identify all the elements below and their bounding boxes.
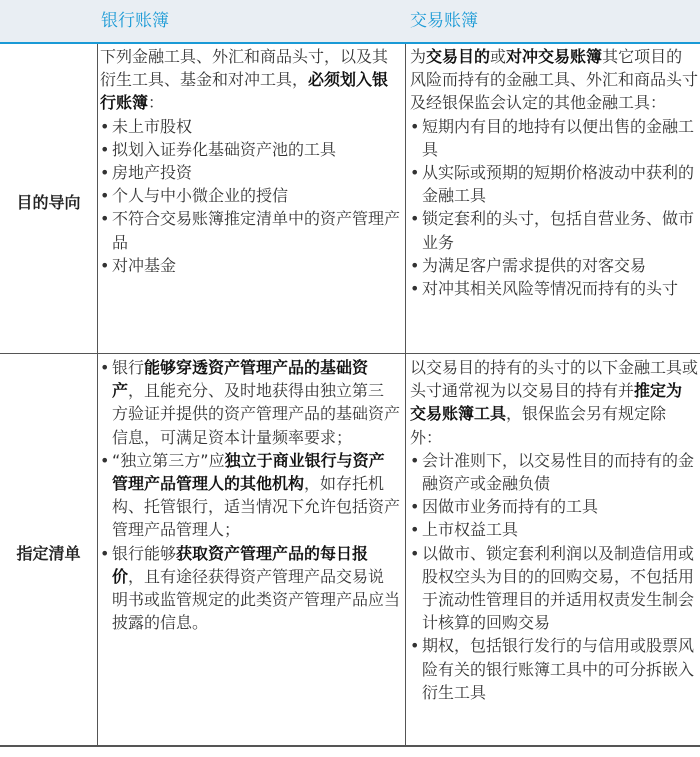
item-text: 银行 — [112, 358, 145, 377]
list-item — [100, 356, 400, 449]
intro-text: 以交易目的持有的头寸的以下金融工具或头寸通常视为以交易目的持有并 — [410, 358, 699, 401]
banking-list-cell — [100, 356, 400, 634]
intro-bold-text: 对冲交易账簿 — [506, 47, 603, 66]
item-text: ，且有途径获得资产管理产品交易说明书或监管规定的此类资产管理产品应当披露的信息。 — [112, 566, 401, 633]
intro-bold-text: 必须划入银行账簿 — [100, 70, 389, 113]
trading-purpose-cell — [410, 45, 698, 300]
banking-purpose-intro — [100, 45, 400, 115]
list-item: • 个人与中小微企业的授信 — [100, 184, 400, 207]
list-item: • 会计准则下，以交易性目的而持有的金融资产或金融负债 — [410, 449, 698, 495]
row-label-purpose: 目的导向 — [16, 193, 81, 212]
list-item: • 拟划入证券化基础资产池的工具 — [100, 138, 400, 161]
list-item: • 锁定套利的头寸，包括自营业务、做市业务 — [410, 207, 698, 253]
row-label-designated-list: 指定清单 — [16, 544, 81, 563]
intro-bold-text: 推定为交易账簿工具 — [410, 381, 683, 424]
intro-text: ，银保监会另有规定除外： — [410, 404, 667, 447]
list-item: • 不符合交易账簿推定清单中的资产管理产品 — [100, 207, 400, 253]
intro-text: 为 — [410, 47, 427, 66]
list-item: • 期权，包括银行发行的与信用或股票风险有关的银行账簿工具中的可分拆嵌入衍生工具 — [410, 634, 698, 704]
item-text: 银行能够 — [112, 543, 177, 563]
item-text: “独立第三方”应 — [112, 450, 225, 470]
list-item: • 对冲其相关风险等情况而持有的头寸 — [410, 277, 698, 300]
column-divider — [97, 44, 98, 746]
item-text: ，且能充分、及时地获得由独立第三方验证并提供的资产管理产品的基础资产信息，可满足资本计量频率要求； — [112, 381, 401, 447]
list-item: • 上市权益工具 — [410, 518, 698, 541]
list-item — [100, 449, 400, 542]
column-divider — [405, 44, 406, 746]
intro-text: 下列金融工具、外汇和商品头寸，以及其衍生工具、基金和对冲工具， — [100, 47, 389, 90]
trading-purpose-intro — [410, 45, 698, 115]
item-bold-text: 获取资产管理产品的每日报价 — [112, 543, 369, 586]
banking-purpose-cell — [100, 45, 400, 277]
header-banking-book: 银行账簿 — [101, 11, 169, 31]
intro-end-text: ： — [148, 93, 165, 113]
header-trading-book: 交易账簿 — [410, 11, 478, 31]
list-item: • 短期内有目的地持有以便出售的金融工具 — [410, 115, 698, 161]
item-bold-text: 独立于商业银行与资产管理产品管理人的其他机构 — [112, 450, 385, 494]
list-item: • 为满足客户需求提供的对客交易 — [410, 254, 698, 277]
list-item: • 房地产投资 — [100, 161, 400, 184]
list-item: • 从实际或预期的短期价格波动中获利的金融工具 — [410, 161, 698, 207]
table-header-row — [0, 0, 700, 44]
intro-text: 或 — [490, 47, 507, 66]
intro-bold-text: 交易目的 — [426, 47, 491, 66]
trading-list-cell — [410, 356, 698, 704]
item-bold-text: 能够穿透资产管理产品的基础资产 — [112, 358, 369, 401]
trading-list-intro — [410, 356, 698, 449]
list-item: • 以做市、锁定套利利润以及制造信用或股权空头为目的的回购交易，不包括用于流动性管理目的并适用权责发生制会计核算的回购交易 — [410, 542, 698, 635]
table-bottom-border — [0, 745, 700, 747]
list-item: • 未上市股权 — [100, 115, 400, 138]
list-item: • 因做市业务而持有的工具 — [410, 495, 698, 518]
list-item: • 对冲基金 — [100, 254, 400, 277]
item-text: ，如存托机构、托管银行，适当情况下允许包括资产管理产品管理人； — [112, 474, 401, 540]
list-item — [100, 542, 400, 635]
intro-text: 其它项目的风险而持有的金融工具、外汇和商品头寸及经银保监会认定的其他金融工具： — [410, 47, 699, 113]
row-divider — [0, 353, 700, 354]
